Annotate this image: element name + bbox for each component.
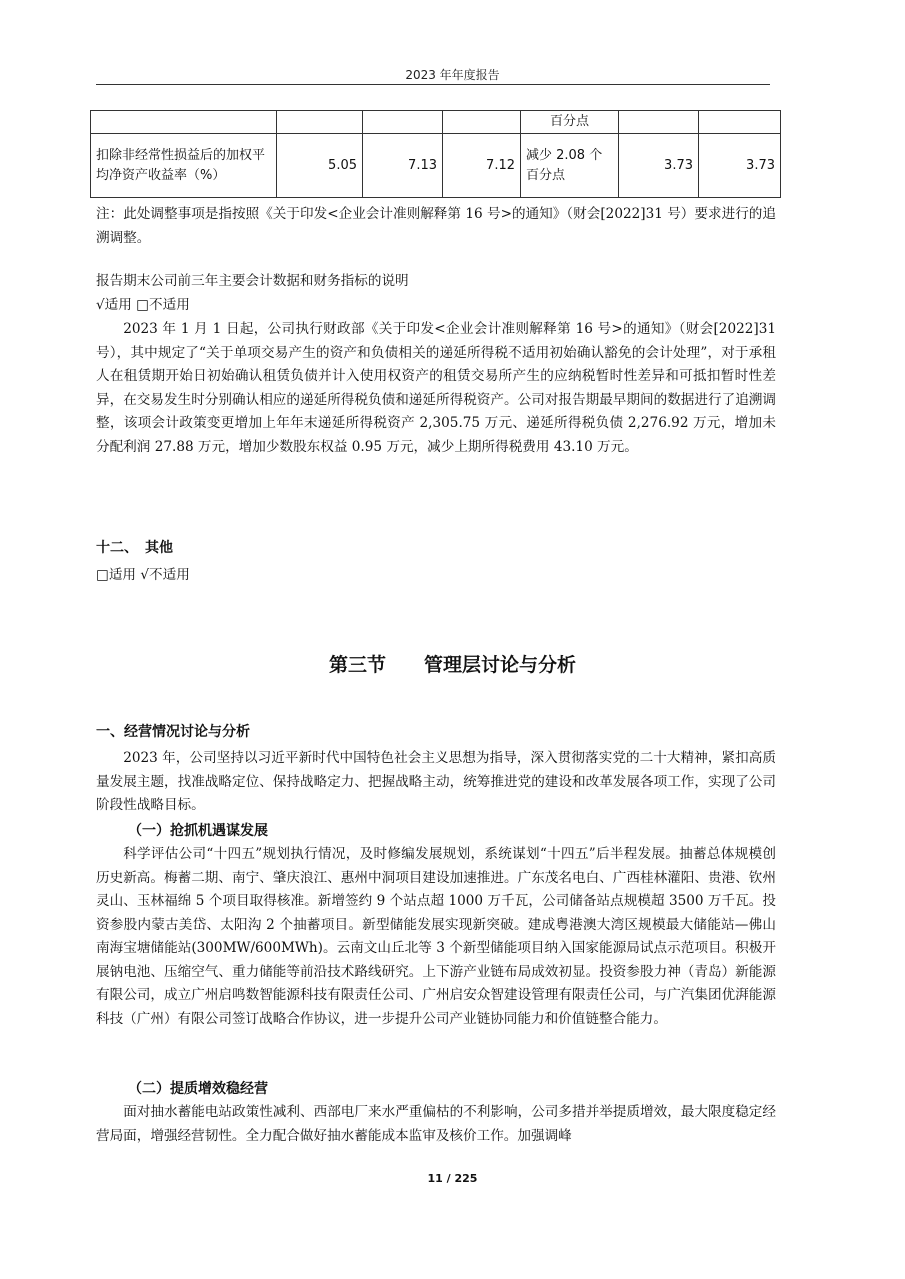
table-row	[91, 111, 781, 134]
value-cell: 5.05	[277, 134, 363, 198]
table-cell	[699, 111, 781, 134]
discussion-intro: 2023 年，公司坚持以习近平新时代中国特色社会主义思想为指导，深入贯彻落实党的二十大精神，紧扣高质量发展主题，找准战略定位、保持战略定力、把握战略主动，统筹推进党的建设和改革发展各项工作，实现了公司阶段性战略目标。	[96, 750, 776, 813]
subsection-heading-2: （二）提质增效稳经营	[128, 1081, 268, 1097]
explanation-applicability: √适用 □不适用	[96, 297, 190, 313]
header-divider	[96, 84, 770, 85]
table-note: 注：此处调整事项是指按照《关于印发<企业会计准则解释第 16 号>的通知》（财会[2022]31 号）要求进行的追溯调整。	[96, 206, 776, 246]
report-header-title: 2023 年年度报告	[405, 68, 500, 82]
section-title: 第三节 管理层讨论与分析	[328, 654, 576, 676]
table-cell	[619, 111, 699, 134]
other-applicability: □适用 √不适用	[96, 567, 190, 583]
value-cell: 3.73	[619, 134, 699, 198]
table-cell	[443, 111, 521, 134]
discussion-heading: 一、经营情况讨论与分析	[96, 724, 250, 740]
table-row	[91, 134, 781, 198]
row-label: 扣除非经常性损益后的加权平均净资产收益率（%）	[91, 134, 277, 198]
other-heading: 十二、 其他	[96, 540, 173, 556]
page-number: 11 / 225	[427, 1172, 478, 1185]
value-cell: 7.13	[363, 134, 443, 198]
subsection-heading-1: （一）抢抓机遇谋发展	[128, 823, 268, 839]
financial-metrics-table	[90, 110, 781, 198]
value-cell: 7.12	[443, 134, 521, 198]
explanation-title: 报告期末公司前三年主要会计数据和财务指标的说明	[96, 273, 409, 289]
explanation-body: 2023 年 1 月 1 日起，公司执行财政部《关于印发<企业会计准则解释第 16 号>的通知》（财会[2022]31 号），其中规定了“关于单项交易产生的资产和负债相关的递延所得税不适用初始确认豁免的会计处理”，对于承租人在租赁期开始日初始确认租赁负债并计入使用权资产的租赁交易所产生的应纳税暂时性差异和可抵扣暂时性差异，在交易发生时分别确认相应的递延所得税负债和递延所得税资产。公司对报告期最早期间的数据进行了追溯调整，该项会计政策变更增加上年年末递延所得税资产 2,305.75 万元、递延所得税负债 2,276.92 万元，增加未分配利润 27.88 万元，增加少数股东权益 0.95 万元，减少上期所得税费用 43.10 万元。	[96, 321, 776, 455]
table-cell	[91, 111, 277, 134]
table-cell	[363, 111, 443, 134]
subsection-paragraph-2: 面对抽水蓄能电站政策性减利、西部电厂来水严重偏枯的不利影响，公司多措并举提质增效，最大限度稳定经营局面，增强经营韧性。全力配合做好抽水蓄能成本监审及核价工作。加强调峰	[96, 1104, 776, 1144]
table-cell: 百分点	[521, 111, 619, 134]
value-cell: 3.73	[699, 134, 781, 198]
table-cell	[277, 111, 363, 134]
subsection-paragraph-1: 科学评估公司“十四五”规划执行情况，及时修编发展规划，系统谋划“十四五”后半程发展。抽蓄总体规模创历史新高。梅蓄二期、南宁、肇庆浪江、惠州中洞项目建设加速推进。广东茂名电白、广西桂林灌阳、贵港、钦州灵山、玉林福绵 5 个项目取得核准。新增签约 9 个站点超 1000 万千瓦，公司储备站点规模超 3500 万千瓦。投资参股内蒙古美岱、太阳沟 2 个抽蓄项目。新型储能发展实现新突破。建成粤港澳大湾区规模最大储能站—佛山南海宝塘储能站(300MW/600MWh)。云南文山丘北等 3 个新型储能项目纳入国家能源局试点示范项目。积极开展钠电池、压缩空气、重力储能等前沿技术路线研究。上下游产业链布局成效初显。投资参股力神（青岛）新能源有限公司，成立广州启鸣数智能源科技有限责任公司、广州启安众智建设管理有限责任公司，与广汽集团优湃能源科技（广州）有限公司签订战略合作协议，进一步提升公司产业链协同能力和价值链整合能力。	[96, 846, 776, 1027]
change-cell: 减少 2.08 个百分点	[521, 134, 619, 198]
